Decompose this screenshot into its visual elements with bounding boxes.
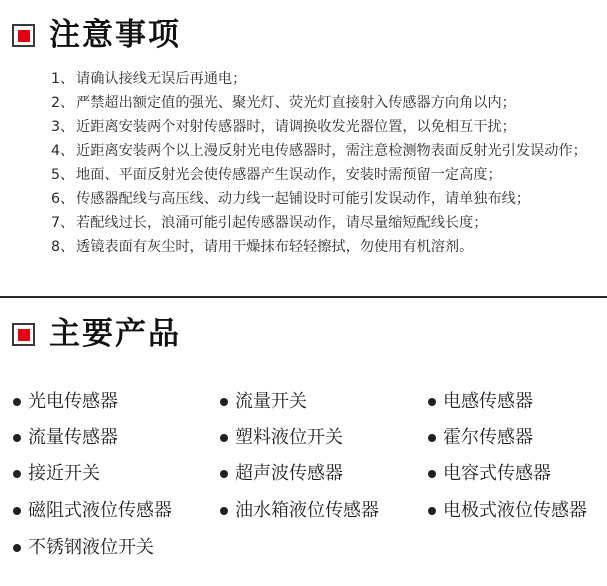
red-square-icon xyxy=(12,24,35,47)
notes-section-header xyxy=(12,17,181,53)
product-item: 流量开关 xyxy=(220,393,307,411)
notes-list xyxy=(51,67,601,259)
product-item: 光电传感器 xyxy=(13,393,118,411)
notes-title: 注意事项 xyxy=(49,17,181,53)
product-item: 电容式传感器 xyxy=(428,465,551,483)
product-item: 不锈钢液位开关 xyxy=(13,539,154,557)
note-item: 6、 传感器配线与高压线、动力线一起铺设时可能引发误动作，请单独布线； xyxy=(51,191,531,207)
bullet-icon xyxy=(13,434,21,442)
product-item: 电感传感器 xyxy=(428,393,533,411)
note-item: 5、 地面、平面反射光会使传感器产生误动作，安装时需预留一定高度； xyxy=(51,167,502,183)
bullet-icon xyxy=(220,434,228,442)
bullet-icon xyxy=(13,544,21,552)
bullet-icon xyxy=(428,470,436,478)
bullet-icon xyxy=(13,470,21,478)
note-item: 1、 请确认接线无误后再通电； xyxy=(51,71,247,87)
bullet-icon xyxy=(428,434,436,442)
note-item: 7、 若配线过长，浪涌可能引起传感器误动作，请尽量缩短配线长度； xyxy=(51,215,488,231)
product-item: 电极式液位传感器 xyxy=(428,502,587,520)
note-item: 8、 透镜表面有灰尘时，请用干燥抹布轻轻擦拭，勿使用有机溶剂。 xyxy=(51,239,474,255)
products-title: 主要产品 xyxy=(49,316,181,352)
products-section-header xyxy=(12,316,181,352)
product-item: 霍尔传感器 xyxy=(428,429,533,447)
product-item: 塑料液位开关 xyxy=(220,429,343,447)
product-item: 接近开关 xyxy=(13,465,100,483)
bullet-icon xyxy=(13,398,21,406)
bullet-icon xyxy=(13,507,21,515)
note-item: 4、 近距离安装两个以上漫反射光电传感器时，需注意检测物表面反射光引发误动作； xyxy=(51,143,587,159)
product-item: 油水箱液位传感器 xyxy=(220,502,379,520)
bullet-icon xyxy=(220,507,228,515)
bullet-icon xyxy=(220,398,228,406)
bullet-icon xyxy=(428,398,436,406)
red-square-icon xyxy=(12,323,35,346)
section-divider xyxy=(0,296,607,298)
product-item: 流量传感器 xyxy=(13,429,118,447)
product-item: 超声波传感器 xyxy=(220,465,343,483)
bullet-icon xyxy=(220,470,228,478)
note-item: 2、 严禁超出额定值的强光、聚光灯、荧光灯直接射入传感器方向角以内； xyxy=(51,95,516,111)
product-item: 磁阻式液位传感器 xyxy=(13,502,172,520)
bullet-icon xyxy=(428,507,436,515)
note-item: 3、 近距离安装两个对射传感器时，请调换收发光器位置，以免相互干扰； xyxy=(51,119,516,135)
